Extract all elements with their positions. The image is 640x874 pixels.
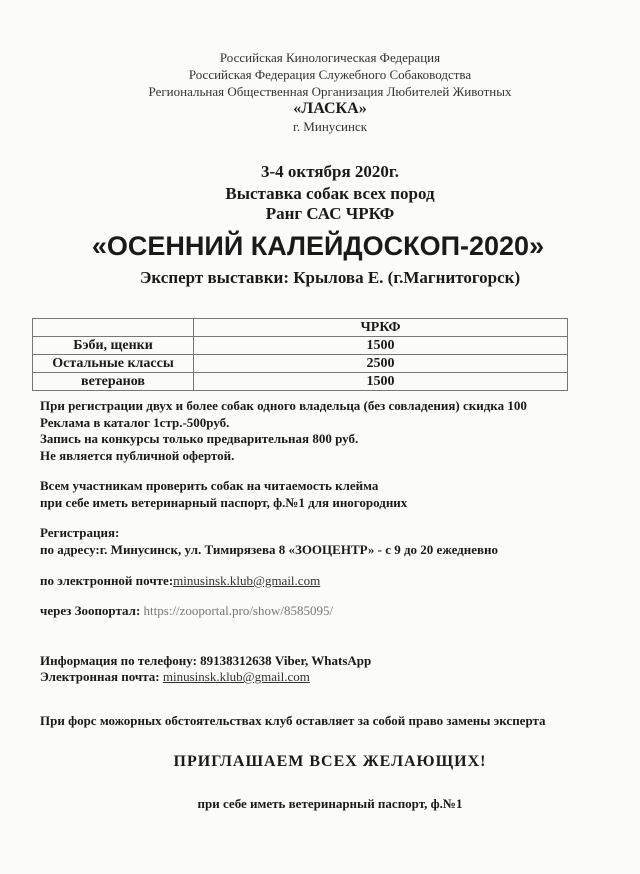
registration-heading: Регистрация: [40,525,120,540]
zooportal-link[interactable]: https://zooportal.pro/show/8585095/ [143,603,334,618]
registration-email-line [40,573,320,589]
note: При регистрации двух и более собак одного владельца (без совладения) скидка 100 [40,398,527,413]
event-rank: Ранг САС ЧРКФ [265,204,395,223]
footer-note: при себе иметь ветеринарный паспорт, ф.№1 [197,796,463,811]
table-cell: Бэби, щенки [33,337,194,355]
table-cell [33,319,194,337]
table-row [33,373,568,391]
table-header-row [33,319,568,337]
label: Электронная почта: [40,669,163,684]
contact-email-line [40,669,310,685]
phone-info: Информация по телефону: 89138312638 Viber, WhatsApp [40,653,372,668]
requirement: при себе иметь ветеринарный паспорт, ф.№1 для иногородних [40,495,408,510]
price-table [32,318,568,391]
event-type: Выставка собак всех пород [225,184,435,203]
requirement: Всем участникам проверить собак на читаемость клейма [40,478,379,493]
table-cell: 1500 [194,337,568,355]
city: г. Минусинск [292,119,368,134]
header-line: Российская Федерация Служебного Собаководства [188,67,472,82]
table-cell: ЧРКФ [194,319,568,337]
note: Не является публичной офертой. [40,448,235,463]
invitation: ПРИГЛАШАЕМ ВСЕХ ЖЕЛАЮЩИХ! [173,753,487,770]
email-link[interactable]: minusinsk.klub@gmail.com [173,573,321,588]
table-row [33,337,568,355]
header-line: Российская Кинологическая Федерация [219,50,441,65]
event-date: 3-4 октября 2020г. [261,162,399,181]
table-cell: 1500 [194,373,568,391]
table-row [33,355,568,373]
table-cell: 2500 [194,355,568,373]
zooportal-line [40,603,333,619]
email-link[interactable]: minusinsk.klub@gmail.com [162,669,310,684]
table-cell: Остальные классы [33,355,194,373]
force-majeure: При форс можорных обстоятельствах клуб оставляет за собой право замены эксперта [40,713,546,728]
table-cell: ветеранов [33,373,194,391]
event-title: «ОСЕННИЙ КАЛЕЙДОСКОП-2020» [91,231,545,261]
label: через Зоопортал: [40,603,144,618]
label: по электронной почте: [40,573,174,588]
club-name: «ЛАСКА» [293,100,367,117]
header-line: Региональная Общественная Организация Любителей Животных [148,84,512,99]
expert: Эксперт выставки: Крылова Е. (г.Магнитогорск) [139,268,521,287]
note: Запись на конкурсы только предварительная 800 руб. [40,431,359,446]
note: Реклама в каталог 1стр.-500руб. [40,415,230,430]
registration-address: по адресу:г. Минусинск, ул. Тимирязева 8 «ЗООЦЕНТР» - с 9 до 20 ежедневно [40,542,499,557]
